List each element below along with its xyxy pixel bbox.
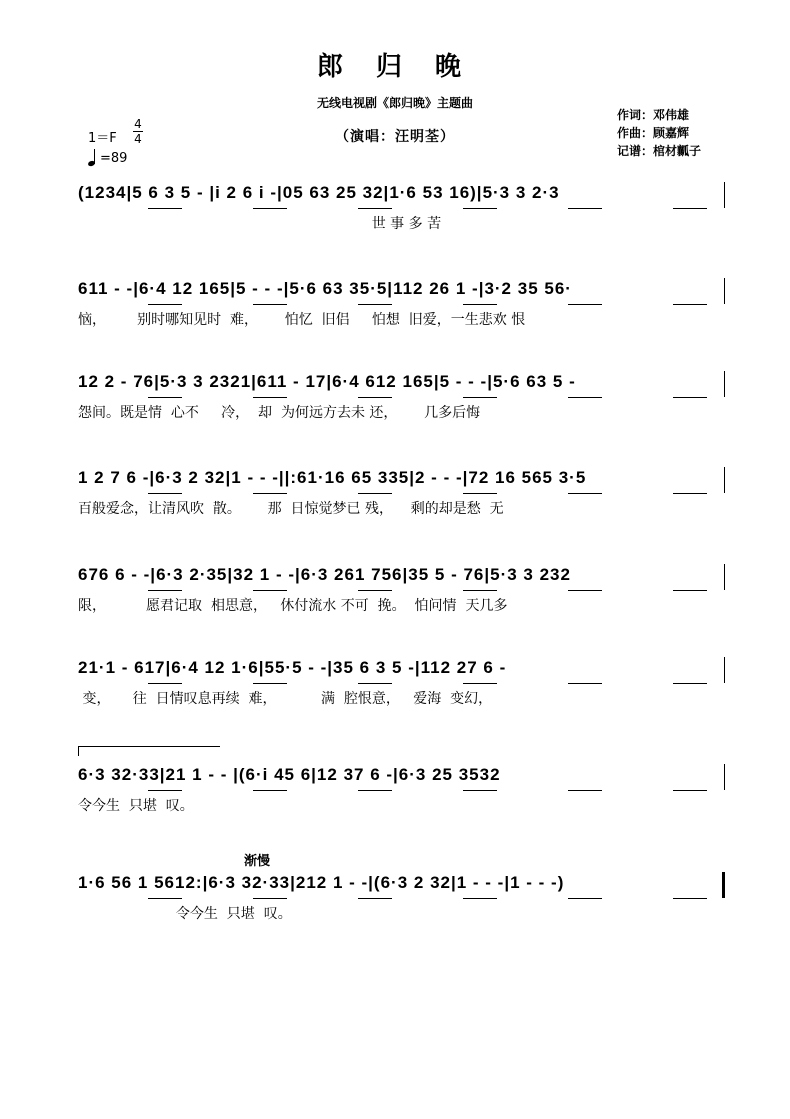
- beam-line: [673, 397, 707, 398]
- beam-line: [568, 493, 602, 494]
- lyrics-line: 变， 往 日情叹息再续 难， 满 腔恨意， 爱海 变幻，: [78, 691, 493, 707]
- beam-line: [148, 683, 182, 684]
- beam-line: [358, 590, 392, 591]
- meter-bottom: 4: [134, 132, 142, 146]
- barline: [724, 657, 725, 683]
- beam-line: [148, 790, 182, 791]
- beam-line: [358, 208, 392, 209]
- beam-line: [358, 493, 392, 494]
- notation-line: 12 2 - 76|5·3 3 2321|611 - 17|6·4 612 165|5 - - -|5·6 63 5 -: [78, 372, 576, 391]
- beam-line: [148, 493, 182, 494]
- credits-block: [617, 106, 701, 160]
- beam-line: [463, 898, 497, 899]
- tempo-value: =89: [100, 151, 128, 166]
- beam-line: [358, 397, 392, 398]
- beam-line: [673, 683, 707, 684]
- beam-line: [253, 790, 287, 791]
- beam-line: [673, 790, 707, 791]
- ritardando-mark: 渐慢: [244, 854, 271, 869]
- notation-line: 6·3 32·33|21 1 - - |(6·i 45 6|12 37 6 -|6·3 25 3532: [78, 765, 501, 784]
- meter-top: 4: [134, 117, 142, 131]
- beam-line: [148, 590, 182, 591]
- barline: [724, 764, 725, 790]
- beam-line: [568, 790, 602, 791]
- beam-line: [463, 683, 497, 684]
- beam-line: [463, 304, 497, 305]
- transcriber-credit: 记谱：棺材瓤子: [617, 144, 702, 158]
- notation-line: (1234|5 6 3 5 - |i 2 6 i -|05 63 25 32|1·6 53 16)|5·3 3 2·3: [78, 183, 560, 202]
- barline: [724, 371, 725, 397]
- volta-bracket: [78, 746, 220, 747]
- beam-line: [358, 304, 392, 305]
- song-subtitle: 无线电视剧《郎归晚》主题曲: [316, 96, 473, 110]
- beam-line: [568, 208, 602, 209]
- lyrics-line: 百般爱念，让清风吹 散。 那 日惊觉梦已 残， 剩的却是愁 无: [78, 501, 504, 517]
- beam-line: [463, 590, 497, 591]
- lyrics-line: 令今生 只堪 叹。: [78, 798, 194, 814]
- beam-line: [673, 898, 707, 899]
- barline: [724, 278, 725, 304]
- barline: [724, 564, 725, 590]
- singer-credit: （演唱：汪明荃）: [335, 129, 455, 145]
- final-barline: [722, 872, 725, 898]
- lyrics-line: 世 事 多 苦: [78, 216, 442, 232]
- notation-line: 1 2 7 6 -|6·3 2 32|1 - - -||:61·16 65 335|2 - - -|72 16 565 3·5: [78, 468, 587, 487]
- notation-line: 611 - -|6·4 12 165|5 - - -|5·6 63 35·5|112 26 1 -|3·2 35 56·: [78, 279, 572, 298]
- time-signature: [133, 118, 143, 145]
- lyrics-line: 怨间。既是情 心不 冷， 却 为何远方去未 还， 几多后悔: [78, 405, 481, 421]
- beam-line: [253, 898, 287, 899]
- beam-line: [253, 493, 287, 494]
- beam-line: [253, 304, 287, 305]
- beam-line: [463, 397, 497, 398]
- beam-line: [568, 683, 602, 684]
- beam-line: [463, 208, 497, 209]
- song-title: 郎 归 晚: [316, 52, 474, 82]
- composer-credit: 作曲：顾嘉辉: [617, 126, 690, 140]
- beam-line: [673, 208, 707, 209]
- quarter-note-icon: [88, 148, 98, 166]
- beam-line: [358, 790, 392, 791]
- notation-line: 1·6 56 1 5612:|6·3 32·33|212 1 - -|(6·3 2 32|1 - - -|1 - - -): [78, 873, 565, 892]
- beam-line: [673, 493, 707, 494]
- lyricist-credit: 作词：邓伟雄: [617, 108, 690, 122]
- barline: [724, 182, 725, 208]
- beam-line: [568, 590, 602, 591]
- beam-line: [463, 493, 497, 494]
- key-signature: 1＝F: [88, 131, 117, 146]
- beam-line: [148, 304, 182, 305]
- barline: [724, 467, 725, 493]
- notation-line: 676 6 - -|6·3 2·35|32 1 - -|6·3 261 756|35 5 - 76|5·3 3 232: [78, 565, 571, 584]
- beam-line: [463, 790, 497, 791]
- beam-line: [358, 683, 392, 684]
- beam-line: [253, 590, 287, 591]
- beam-line: [148, 898, 182, 899]
- beam-line: [568, 898, 602, 899]
- beam-line: [253, 683, 287, 684]
- beam-line: [358, 898, 392, 899]
- beam-line: [568, 304, 602, 305]
- beam-line: [253, 208, 287, 209]
- beam-line: [148, 208, 182, 209]
- beam-line: [673, 590, 707, 591]
- lyrics-line: 令今生 只堪 叹。: [78, 906, 292, 922]
- beam-line: [148, 397, 182, 398]
- beam-line: [253, 397, 287, 398]
- beam-line: [673, 304, 707, 305]
- lyrics-line: 恼， 别时哪知见时 难， 怕忆 旧侣 怕想 旧爱，一生悲欢 恨: [78, 312, 526, 328]
- beam-line: [568, 397, 602, 398]
- tempo-marking: [88, 148, 127, 166]
- lyrics-line: 限， 愿君记取 相思意， 休付流水 不可 挽。 怕问情 天几多: [78, 598, 508, 614]
- notation-line: 21·1 - 617|6·4 12 1·6|55·5 - -|35 6 3 5 -|112 27 6 -: [78, 658, 507, 677]
